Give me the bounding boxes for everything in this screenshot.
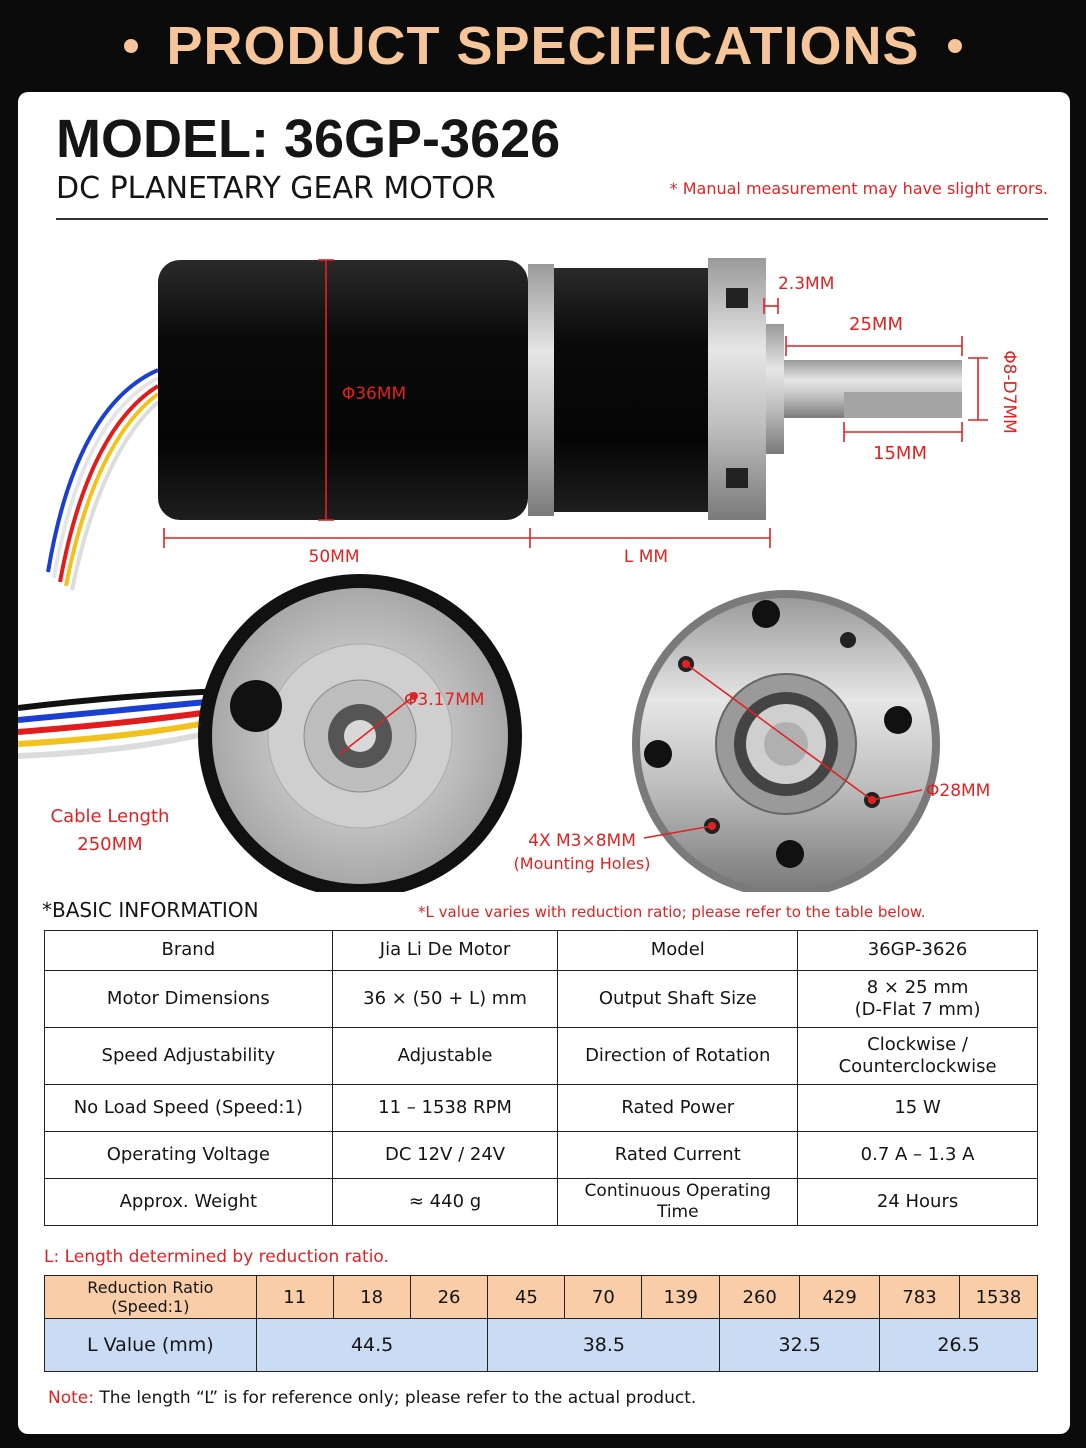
measurement-note: * Manual measurement may have slight errors. bbox=[669, 179, 1048, 198]
spec-key: Motor Dimensions bbox=[45, 971, 333, 1028]
table-row bbox=[45, 931, 1038, 971]
spec-key: Speed Adjustability bbox=[45, 1028, 333, 1085]
spec-value bbox=[798, 1028, 1038, 1085]
l-value-cell: 44.5 bbox=[256, 1319, 488, 1372]
shaft-length-label: 25MM bbox=[849, 314, 903, 335]
spec-key: Brand bbox=[45, 931, 333, 971]
spec-value: 15 W bbox=[798, 1085, 1038, 1132]
spec-key: Rated Current bbox=[558, 1132, 798, 1179]
spec-value: DC 12V / 24V bbox=[332, 1132, 558, 1179]
spec-key: Continuous Operating Time bbox=[558, 1179, 798, 1226]
table-row bbox=[45, 1132, 1038, 1179]
ratio-cell: 70 bbox=[565, 1276, 642, 1319]
model-subtitle: DC PLANETARY GEAR MOTOR bbox=[56, 171, 496, 206]
ratio-cell: 26 bbox=[410, 1276, 488, 1319]
l-value-note: *L value varies with reduction ratio; please refer to the table below. bbox=[418, 903, 926, 921]
spec-key: Output Shaft Size bbox=[558, 971, 798, 1028]
spec-value-line: (D-Flat 7 mm) bbox=[854, 999, 981, 1020]
spec-value-line: 8 × 25 mm bbox=[866, 976, 969, 998]
diameter-label: Φ36MM bbox=[341, 384, 407, 404]
cable-length-label: Cable Length bbox=[50, 806, 170, 827]
shaft-flat bbox=[844, 392, 962, 418]
l-value-cell: 32.5 bbox=[720, 1319, 880, 1372]
ratio-cell: 429 bbox=[800, 1276, 880, 1319]
spec-key: Direction of Rotation bbox=[558, 1028, 798, 1085]
table-row bbox=[45, 1028, 1038, 1085]
bullet-dot bbox=[948, 39, 962, 53]
spec-value: Jia Li De Motor bbox=[332, 931, 558, 971]
ratio-header: Reduction Ratio (Speed:1) bbox=[45, 1276, 257, 1319]
ratio-cell: 783 bbox=[880, 1276, 960, 1319]
spec-value-line: Counterclockwise bbox=[838, 1056, 997, 1077]
ratio-cell: 139 bbox=[642, 1276, 720, 1319]
spec-key: Approx. Weight bbox=[45, 1179, 333, 1226]
table-row bbox=[45, 971, 1038, 1028]
spec-key: No Load Speed (Speed:1) bbox=[45, 1085, 333, 1132]
l-value-row bbox=[45, 1319, 1038, 1372]
spec-key: Rated Power bbox=[558, 1085, 798, 1132]
mounting-holes-label: 4X M3×8MM bbox=[528, 831, 636, 851]
bolt-circle-label: Φ28MM bbox=[926, 781, 991, 801]
spec-card bbox=[18, 92, 1070, 1434]
shaft-collar bbox=[766, 324, 784, 454]
footer-note-text: The length “L” is for reference only; please refer to the actual product. bbox=[93, 1388, 697, 1408]
body-length-label: 50MM bbox=[308, 547, 360, 567]
l-value-header: L Value (mm) bbox=[45, 1319, 257, 1372]
spec-key: Operating Voltage bbox=[45, 1132, 333, 1179]
flat-length-label: 15MM bbox=[873, 443, 927, 464]
mounting-holes-note: (Mounting Holes) bbox=[513, 854, 651, 873]
ratio-cell: 45 bbox=[488, 1276, 565, 1319]
spec-value bbox=[798, 971, 1038, 1028]
footer-note bbox=[48, 1388, 696, 1408]
spec-key: Model bbox=[558, 931, 798, 971]
footer-note-label: Note: bbox=[48, 1388, 94, 1408]
spec-value: 36GP-3626 bbox=[798, 931, 1038, 971]
shaft-diameter-label: Φ8-D7MM bbox=[999, 350, 1019, 434]
motor-drawing bbox=[18, 92, 1070, 892]
flange-slot bbox=[726, 288, 748, 308]
ratio-cell: 1538 bbox=[959, 1276, 1037, 1319]
spec-value-line: Clockwise / bbox=[867, 1033, 968, 1055]
gear-ring bbox=[528, 264, 554, 516]
rear-shaft-label: Φ3.17MM bbox=[404, 690, 485, 710]
ratio-cell: 260 bbox=[720, 1276, 800, 1319]
table-row bbox=[45, 1085, 1038, 1132]
l-value-cell: 38.5 bbox=[488, 1319, 720, 1372]
basic-info-title: *BASIC INFORMATION bbox=[42, 898, 259, 922]
front-view bbox=[632, 590, 940, 892]
ratio-cell: 11 bbox=[256, 1276, 333, 1319]
gear-length-label: L MM bbox=[623, 547, 669, 567]
spec-value: 36 × (50 + L) mm bbox=[332, 971, 558, 1028]
banner-title: PRODUCT SPECIFICATIONS bbox=[166, 16, 920, 76]
spec-value: 0.7 A – 1.3 A bbox=[798, 1132, 1038, 1179]
spec-value: 11 – 1538 RPM bbox=[332, 1085, 558, 1132]
spec-value: 24 Hours bbox=[798, 1179, 1038, 1226]
spec-value: Adjustable bbox=[332, 1028, 558, 1085]
basic-info-table bbox=[44, 930, 1038, 1226]
length-note: L: Length determined by reduction ratio. bbox=[44, 1247, 389, 1267]
model-title: MODEL: 36GP-3626 bbox=[56, 109, 561, 169]
flange-slot bbox=[726, 468, 748, 488]
reduction-ratio-table bbox=[44, 1275, 1038, 1372]
cable-bundle bbox=[48, 370, 158, 590]
bullet-dot bbox=[124, 39, 138, 53]
l-value-cell: 26.5 bbox=[880, 1319, 1038, 1372]
ratio-cell: 18 bbox=[333, 1276, 410, 1319]
gearbox-body bbox=[554, 268, 708, 512]
header-banner bbox=[0, 0, 1086, 92]
table-row bbox=[45, 1179, 1038, 1226]
spec-value: ≈ 440 g bbox=[332, 1179, 558, 1226]
flange-gap-label: 2.3MM bbox=[778, 274, 835, 294]
cable-length-value: 250MM bbox=[77, 834, 143, 855]
ratio-row bbox=[45, 1276, 1038, 1319]
